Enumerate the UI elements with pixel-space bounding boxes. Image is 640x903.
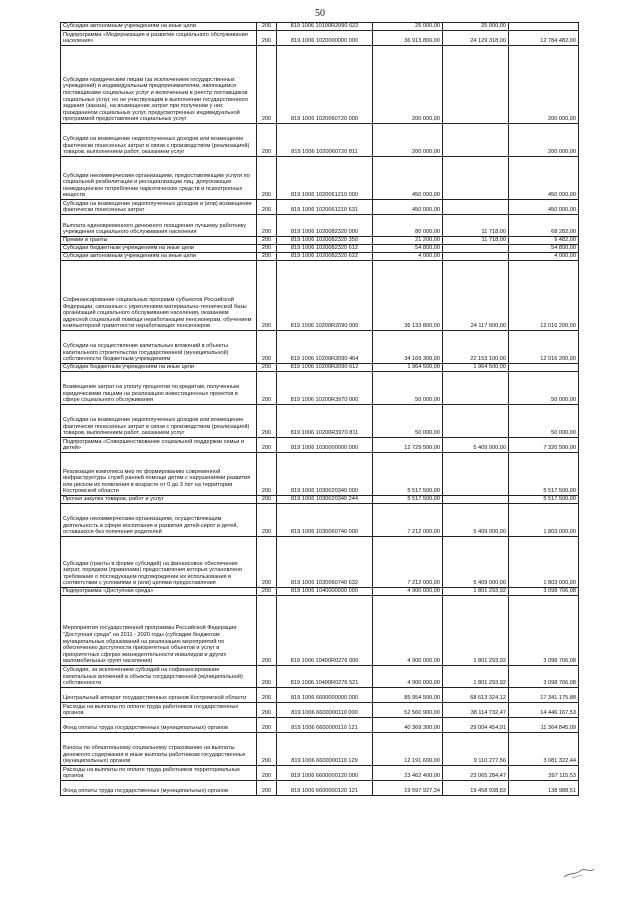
row-name: Мероприятия государственной программы Российской Федерации "Доступная среда" на 2011 - 2020 годы (субсидии бюджетам муниципальных образований на реализацию мероприятий по обеспечению доступности приоритетных объектов и услуг в приоритетных сферах жизнедеятельности инвалидов и других маломобильных групп населения) (61, 596, 257, 666)
table-row (61, 733, 579, 766)
row-ministry-code: 200 (257, 781, 277, 796)
table-row (61, 364, 579, 372)
row-ministry-code: 200 (257, 504, 277, 537)
row-classification-code: 819 1006 6600000110 129 (277, 733, 373, 766)
row-ministry-code: 200 (257, 688, 277, 703)
row-ministry-code: 200 (257, 703, 277, 718)
row-classification-code: 819 1006 1020061210 000 (277, 157, 373, 200)
signature-mark (562, 866, 596, 880)
row-amount-executed: 22 153 100,00 (443, 331, 509, 364)
page-number: 50 (315, 8, 325, 19)
table-row (61, 124, 579, 157)
row-ministry-code: 200 (257, 666, 277, 688)
table-row (61, 596, 579, 666)
row-amount-remaining: 3 098 706,08 (509, 666, 579, 688)
row-ministry-code: 200 (257, 157, 277, 200)
row-amount-executed (443, 46, 509, 124)
row-amount-executed (443, 496, 509, 504)
row-amount-executed (443, 372, 509, 405)
row-ministry-code: 200 (257, 237, 277, 245)
row-name: Субсидии, за исключением субсидий на софинансирование капитальных вложений в объекты государственной (муниципальной) собственности (61, 666, 257, 688)
row-name: Субсидии на возмещение недополученных доходов или возмещение фактически понесенных затрат в связи с производством (реализацией) товаров, выполнением работ, оказанием услуг (61, 405, 257, 438)
row-classification-code: 819 1006 1030060740 000 (277, 504, 373, 537)
row-amount-executed (443, 245, 509, 253)
row-amount-planned: 50 000,00 (373, 405, 443, 438)
row-amount-remaining: 450 000,00 (509, 200, 579, 215)
table-row (61, 253, 579, 261)
row-ministry-code: 200 (257, 331, 277, 364)
row-classification-code: 819 1006 10400R0276 521 (277, 666, 373, 688)
row-amount-remaining: 397 115,53 (509, 766, 579, 781)
row-amount-executed: 1 801 293,92 (443, 588, 509, 596)
row-amount-remaining: 12 016 200,00 (509, 331, 579, 364)
row-classification-code: 819 1006 10200R2090 000 (277, 261, 373, 331)
row-ministry-code: 200 (257, 588, 277, 596)
row-classification-code: 819 1006 1030020340 000 (277, 453, 373, 496)
table-row (61, 200, 579, 215)
row-amount-executed (443, 453, 509, 496)
row-amount-planned: 200 000,00 (373, 46, 443, 124)
row-amount-executed: 9 110 277,56 (443, 733, 509, 766)
row-name: Возмещение затрат на уплату процентов по кредитам, полученным юридическими лицами на реализацию инвестиционных проектов в сфере социального обслуживания (61, 372, 257, 405)
row-amount-executed: 1 801 293,92 (443, 596, 509, 666)
row-amount-remaining: 450 000,00 (509, 157, 579, 200)
row-amount-executed: 11 718,00 (443, 237, 509, 245)
row-ministry-code: 200 (257, 215, 277, 237)
row-ministry-code: 200 (257, 733, 277, 766)
row-amount-executed: 24 117 600,00 (443, 261, 509, 331)
row-amount-planned: 7 212 000,00 (373, 537, 443, 588)
row-classification-code: 819 1006 10100R2090 622 (277, 23, 373, 31)
row-amount-remaining: 3 081 322,44 (509, 733, 579, 766)
row-name: Подпрограмма «Доступная среда» (61, 588, 257, 596)
row-classification-code: 819 1006 1040000000 000 (277, 588, 373, 596)
row-ministry-code: 200 (257, 245, 277, 253)
table-row (61, 496, 579, 504)
row-amount-executed (443, 405, 509, 438)
row-amount-remaining: 3 098 706,08 (509, 588, 579, 596)
table-row (61, 438, 579, 453)
row-amount-remaining: 1 803 000,00 (509, 504, 579, 537)
row-amount-remaining: 54 800,00 (509, 245, 579, 253)
row-classification-code: 819 1006 10200R2090 612 (277, 364, 373, 372)
row-amount-planned: 4 900 000,00 (373, 588, 443, 596)
table-row (61, 781, 579, 796)
row-name: Субсидии автономным учреждениям на иные цели (61, 23, 257, 31)
row-amount-remaining: 7 320 500,00 (509, 438, 579, 453)
row-amount-planned: 52 560 900,00 (373, 703, 443, 718)
row-ministry-code: 200 (257, 124, 277, 157)
row-classification-code: 819 1006 10200R3970 000 (277, 372, 373, 405)
row-classification-code: 819 1006 1020061210 631 (277, 200, 373, 215)
row-amount-planned: 7 212 000,00 (373, 504, 443, 537)
row-amount-remaining: 9 482,00 (509, 237, 579, 245)
table-row (61, 666, 579, 688)
row-ministry-code: 200 (257, 253, 277, 261)
row-amount-executed: 19 458 938,83 (443, 781, 509, 796)
row-amount-planned: 23 462 400,00 (373, 766, 443, 781)
row-name: Центральный аппарат государственных органов Костромской области (61, 688, 257, 703)
row-amount-planned: 80 000,00 (373, 215, 443, 237)
row-classification-code: 819 1006 6600000120 000 (277, 766, 373, 781)
row-amount-planned: 5 517 500,00 (373, 496, 443, 504)
row-amount-planned: 50 000,00 (373, 372, 443, 405)
budget-table (60, 22, 579, 796)
row-amount-executed: 5 409 000,00 (443, 504, 509, 537)
row-amount-executed: 5 409 000,00 (443, 438, 509, 453)
row-name: Субсидии автономным учреждениям на иные цели (61, 253, 257, 261)
row-name: Выплата единовременного денежного поощрения лучшему работнику учреждения социального обслуживания населения (61, 215, 257, 237)
row-ministry-code: 200 (257, 718, 277, 733)
row-amount-planned: 34 169 300,00 (373, 331, 443, 364)
row-amount-executed (443, 253, 509, 261)
row-name: Подпрограмма «Модернизация и развитие социального обслуживания населения» (61, 31, 257, 46)
table-row (61, 46, 579, 124)
row-amount-executed (443, 200, 509, 215)
row-amount-remaining: 5 517 500,00 (509, 453, 579, 496)
row-classification-code: 819 1006 1020082320 000 (277, 215, 373, 237)
row-classification-code: 819 1006 1030000000 000 (277, 438, 373, 453)
row-amount-executed: 29 004 454,91 (443, 718, 509, 733)
row-classification-code: 819 1006 10200R2090 464 (277, 331, 373, 364)
row-amount-remaining: 5 517 500,00 (509, 496, 579, 504)
row-ministry-code: 200 (257, 766, 277, 781)
row-classification-code: 819 1006 6600000110 000 (277, 703, 373, 718)
table-row (61, 237, 579, 245)
row-amount-remaining: 12 784 482,00 (509, 31, 579, 46)
row-amount-planned: 5 517 500,00 (373, 453, 443, 496)
row-amount-remaining: 11 364 845,09 (509, 718, 579, 733)
row-ministry-code: 200 (257, 364, 277, 372)
row-ministry-code: 200 (257, 23, 277, 31)
row-amount-planned: 21 200,00 (373, 237, 443, 245)
row-classification-code: 819 1006 1020000000 000 (277, 31, 373, 46)
row-amount-executed (443, 124, 509, 157)
row-amount-remaining: 14 446 167,53 (509, 703, 579, 718)
row-amount-planned: 36 133 800,00 (373, 261, 443, 331)
table-row (61, 331, 579, 364)
row-name: Субсидии бюджетным учреждениям на иные цели (61, 245, 257, 253)
table-row (61, 766, 579, 781)
row-classification-code: 819 1006 10200R3970 811 (277, 405, 373, 438)
row-amount-planned: 36 913 800,00 (373, 31, 443, 46)
row-ministry-code: 200 (257, 496, 277, 504)
row-amount-executed (443, 157, 509, 200)
row-amount-executed: 1 964 500,00 (443, 364, 509, 372)
row-amount-remaining: 3 098 706,08 (509, 596, 579, 666)
row-name: Субсидии некоммерческим организациям, предоставляющим услуги по социальной реабилитации и ресоциализации лиц, допускающих немедицинское потребление наркотических средств и психотропных веществ (61, 157, 257, 200)
table-row (61, 31, 579, 46)
row-amount-planned: 85 954 500,00 (373, 688, 443, 703)
row-ministry-code: 200 (257, 372, 277, 405)
row-name: Субсидии бюджетным учреждениям на иные цели (61, 364, 257, 372)
row-amount-executed: 11 718,00 (443, 215, 509, 237)
row-ministry-code: 200 (257, 438, 277, 453)
row-amount-planned: 12 191 600,00 (373, 733, 443, 766)
row-classification-code: 819 1006 6600000110 121 (277, 718, 373, 733)
row-name: Расходы на выплаты по оплате труда работников государственных органов (61, 703, 257, 718)
row-name: Расходы на выплаты по оплате труда работников территориальных органов (61, 766, 257, 781)
row-amount-planned: 40 369 300,00 (373, 718, 443, 733)
row-classification-code: 819 1006 1020060720 811 (277, 124, 373, 157)
row-amount-remaining: 12 016 200,00 (509, 261, 579, 331)
row-ministry-code: 200 (257, 200, 277, 215)
table-row (61, 504, 579, 537)
row-amount-remaining: 200 000,00 (509, 46, 579, 124)
row-amount-executed: 24 129 318,00 (443, 31, 509, 46)
row-classification-code: 819 1006 6600000000 000 (277, 688, 373, 703)
row-classification-code: 819 1006 1020082320 622 (277, 253, 373, 261)
table-row (61, 453, 579, 496)
row-ministry-code: 200 (257, 596, 277, 666)
row-amount-remaining: 4 000,00 (509, 253, 579, 261)
row-classification-code: 819 1006 1030020340 244 (277, 496, 373, 504)
table-row (61, 261, 579, 331)
row-amount-planned: 25 000,00 (373, 23, 443, 31)
row-ministry-code: 200 (257, 453, 277, 496)
row-classification-code: 819 1006 1020082320 612 (277, 245, 373, 253)
row-amount-remaining (509, 364, 579, 372)
table-row (61, 537, 579, 588)
table-row (61, 372, 579, 405)
table-row (61, 718, 579, 733)
row-classification-code: 819 1006 1020060720 000 (277, 46, 373, 124)
row-amount-remaining: 50 000,00 (509, 405, 579, 438)
row-amount-planned: 200 000,00 (373, 124, 443, 157)
row-amount-remaining: 1 803 000,00 (509, 537, 579, 588)
table-row (61, 23, 579, 31)
row-amount-executed: 1 801 293,92 (443, 666, 509, 688)
row-classification-code: 819 1006 1030060740 632 (277, 537, 373, 588)
row-classification-code: 819 1006 1020082320 350 (277, 237, 373, 245)
table-row (61, 703, 579, 718)
row-name: Реализация комплекса мер по формированию современной инфраструктуры служб ранней помощи детям с нарушениями развития или риском их появления в возрасте от 0 до 3 лет на территории Костромской области (61, 453, 257, 496)
table-row (61, 588, 579, 596)
row-amount-executed: 5 409 000,00 (443, 537, 509, 588)
row-amount-executed: 38 114 732,47 (443, 703, 509, 718)
row-amount-remaining: 138 988,51 (509, 781, 579, 796)
table-row (61, 157, 579, 200)
row-amount-remaining: 17 341 175,88 (509, 688, 579, 703)
row-amount-planned: 4 000,00 (373, 253, 443, 261)
row-name: Взносы по обязательному социальному страхованию на выплаты денежного содержания и иные выплаты работникам государственных (муниципальных) органов (61, 733, 257, 766)
row-name: Субсидии некоммерческим организациям, осуществляющим деятельность в сфере воспитания и развития детей-сирот и детей, оставшихся без попечения родителей (61, 504, 257, 537)
row-ministry-code: 200 (257, 537, 277, 588)
table-row (61, 215, 579, 237)
row-name: Субсидии на возмещение недополученных доходов и (или) возмещение фактически понесенных затрат (61, 200, 257, 215)
row-name: Прочая закупка товаров, работ и услуг (61, 496, 257, 504)
row-ministry-code: 200 (257, 46, 277, 124)
row-ministry-code: 200 (257, 405, 277, 438)
row-ministry-code: 200 (257, 261, 277, 331)
row-name: Софинансирование социальных программ субъектов Российской Федерации, связанных с укреплением материально-технической базы организаций социального обслуживания населения, оказанием адресной социальной помощи неработающим пенсионерам, обучением компьютерной грамотности неработающих пенсионеров (61, 261, 257, 331)
row-amount-remaining (509, 23, 579, 31)
row-amount-executed: 23 065 284,47 (443, 766, 509, 781)
row-amount-planned: 19 597 927,34 (373, 781, 443, 796)
row-amount-planned: 4 900 000,00 (373, 596, 443, 666)
row-amount-planned: 54 800,00 (373, 245, 443, 253)
row-classification-code: 819 1006 6600000120 121 (277, 781, 373, 796)
table-row (61, 405, 579, 438)
row-name: Фонд оплаты труда государственных (муниципальных) органов (61, 781, 257, 796)
row-name: Субсидии юридическим лицам (за исключением государственных учреждений) и индивидуальным предпринимателям, являющимся поставщиками социальных услуг и включенным в реестр поставщиков социальных услуг, но не участвующим в выполнении государственного задания (заказа), на возмещение затрат при получении у них гражданином социальных услуг, предусмотренных индивидуальной программой предоставления социальных услуг (61, 46, 257, 124)
row-ministry-code: 200 (257, 31, 277, 46)
row-name: Субсидии (гранты в форме субсидий) на финансовое обеспечение затрат, порядком (правилами) предоставления которых установлено требование о последующем подтверждении их использования в соответствии с условиями и (или) целями предоставления (61, 537, 257, 588)
row-name: Субсидии на возмещение недополученных доходов или возмещение фактически понесенных затрат в связи с производством (реализацией) товаров, выполнением работ, оказанием услуг (61, 124, 257, 157)
table-row (61, 688, 579, 703)
row-amount-executed: 25 000,00 (443, 23, 509, 31)
row-name: Подпрограмма «Совершенствование социальной поддержки семьи и детей» (61, 438, 257, 453)
row-amount-remaining: 68 282,00 (509, 215, 579, 237)
row-name: Фонд оплаты труда государственных (муниципальных) органов (61, 718, 257, 733)
row-amount-planned: 12 729 500,00 (373, 438, 443, 453)
row-name: Субсидии на осуществление капитальных вложений в объекты капитального строительства государственной (муниципальной) собственности бюджетным учреждениям (61, 331, 257, 364)
table-row (61, 245, 579, 253)
row-amount-planned: 450 000,00 (373, 200, 443, 215)
row-amount-executed: 68 613 324,12 (443, 688, 509, 703)
row-amount-remaining: 200 000,00 (509, 124, 579, 157)
row-classification-code: 819 1006 10400R0276 000 (277, 596, 373, 666)
row-amount-planned: 1 964 500,00 (373, 364, 443, 372)
row-amount-planned: 4 900 000,00 (373, 666, 443, 688)
row-amount-remaining: 50 000,00 (509, 372, 579, 405)
row-name: Премии и гранты (61, 237, 257, 245)
row-amount-planned: 450 000,00 (373, 157, 443, 200)
